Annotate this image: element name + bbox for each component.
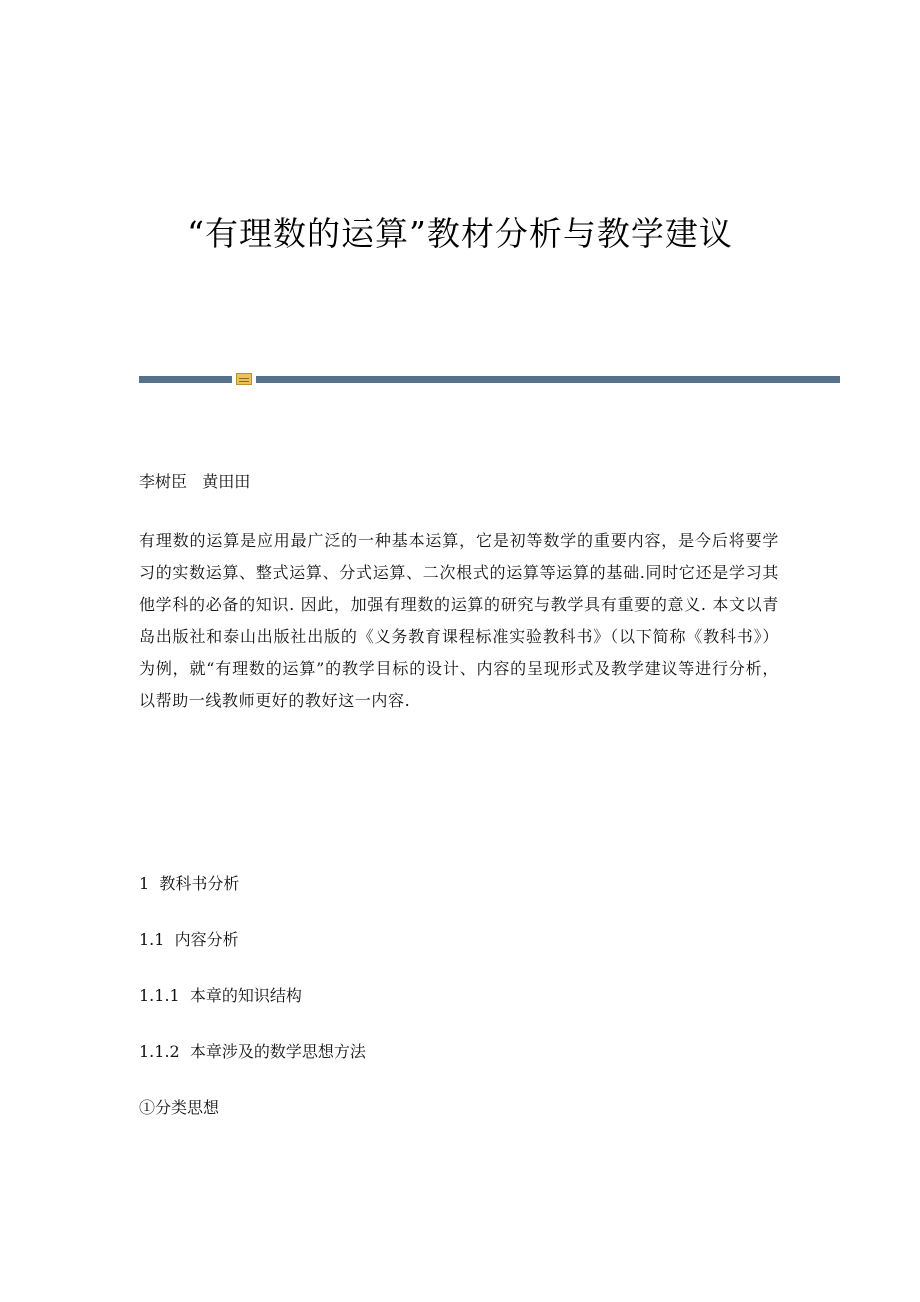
divider-bar-left xyxy=(139,376,232,383)
list-item-classification: ①分类思想 xyxy=(139,1098,220,1117)
section-heading-1-1: 1.1 内容分析 xyxy=(139,930,239,949)
section-heading-1-1-2: 1.1.2 本章涉及的数学思想方法 xyxy=(139,1042,366,1061)
section-heading-1-1-1: 1.1.1 本章的知识结构 xyxy=(139,986,302,1005)
divider-ornament-icon xyxy=(236,373,252,385)
intro-paragraph: 有理数的运算是应用最广泛的一种基本运算，它是初等数学的重要内容，是今后将要学习的实数运算、整式运算、分式运算、二次根式的运算等运算的基础.同时它还是学习其他学科的必备的知识. 因此，加强有理数的运算的研究与教学具有重要的意义. 本文以青岛出版社和泰山出版社出版的《义务教育课程标准实验教科书》（以下简称《教科书》）为例，就“有理数的运算”的教学目标的设计、内容的呈现形式及教学建议等进行分析，以帮助一线教师更好的教好这一内容. xyxy=(139,531,779,710)
document-title: “有理数的运算”教材分析与教学建议 xyxy=(187,214,733,253)
author-names: 李树臣 黄田田 xyxy=(139,472,251,491)
title-divider xyxy=(139,373,840,385)
divider-bar-right xyxy=(256,376,840,383)
section-heading-1: 1 教科书分析 xyxy=(139,874,240,893)
